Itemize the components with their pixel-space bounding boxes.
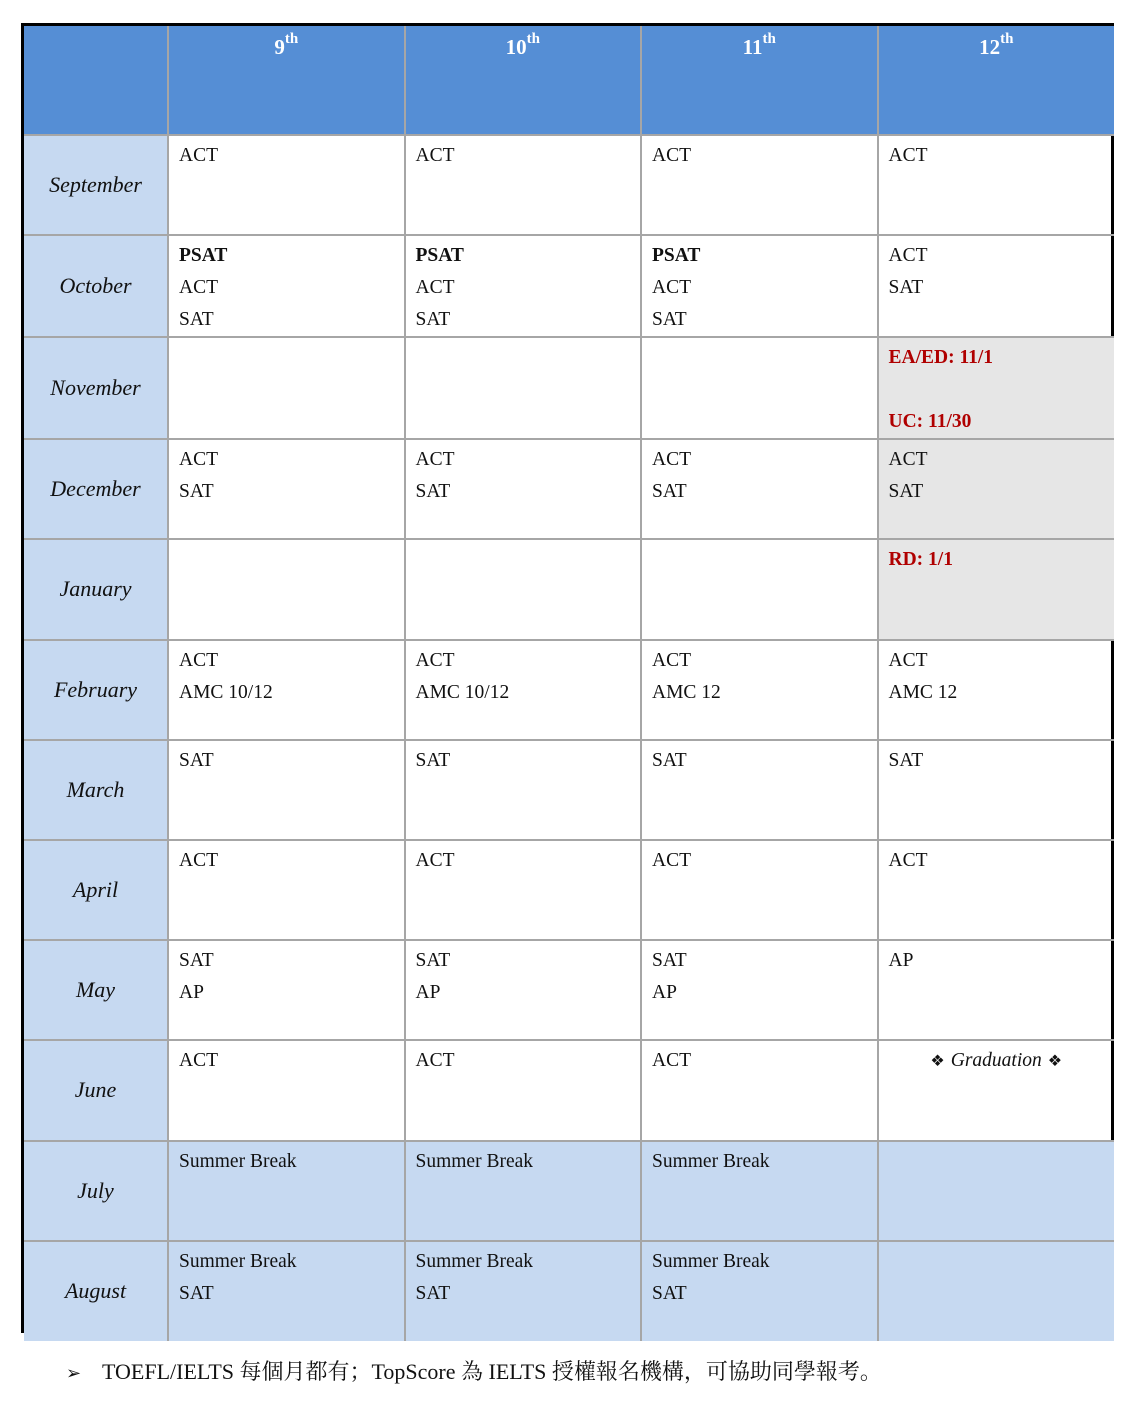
exam-cell: [168, 337, 405, 439]
graduation-label: [889, 1045, 1105, 1078]
month-label: June: [24, 1040, 168, 1140]
exam-cell: [641, 337, 878, 439]
exam-cell: [168, 135, 405, 235]
exam-text: ACT: [179, 277, 218, 299]
grade-header-11: [641, 26, 878, 135]
exam-text: ACT: [652, 849, 691, 871]
exam-cell: [405, 1040, 642, 1140]
exam-text: SAT: [652, 481, 687, 503]
exam-cell: [641, 1040, 878, 1140]
exam-cell: [641, 840, 878, 940]
grade-number: 12: [979, 35, 1001, 59]
exam-cell: [641, 1241, 878, 1341]
exam-cell: [405, 235, 642, 337]
exam-text: Summer Break: [415, 1250, 534, 1272]
month-label: July: [24, 1141, 168, 1241]
exam-text: Summer Break: [179, 1250, 297, 1272]
grade-header-12: [878, 26, 1115, 135]
grade-number: 11: [742, 35, 763, 59]
exam-cell: [641, 135, 878, 235]
grade-header-9: [168, 26, 405, 135]
exam-text: SAT: [652, 749, 687, 771]
grade-number: 9: [274, 35, 285, 59]
diamond-ornament-icon: ❖: [1047, 1053, 1063, 1071]
exam-text: SAT: [888, 481, 924, 503]
exam-text: SAT: [179, 481, 214, 503]
exam-cell: [878, 235, 1115, 337]
exam-text: ACT: [888, 649, 928, 671]
exam-text: ACT: [415, 145, 455, 166]
grade-number: 10: [505, 35, 527, 59]
exam-cell: [168, 640, 405, 740]
exam-text: SAT: [179, 309, 214, 331]
exam-text: PSAT: [652, 245, 701, 267]
exam-cell: [641, 439, 878, 539]
month-row-november: [24, 337, 1114, 439]
exam-text: SAT: [415, 950, 451, 972]
exam-cell: [405, 640, 642, 740]
deadline-text: EA/ED: 11/1: [888, 347, 994, 369]
exam-text: ACT: [415, 1050, 455, 1072]
exam-cell: [168, 1040, 405, 1140]
exam-text: ACT: [652, 277, 691, 299]
exam-cell: [405, 337, 642, 439]
month-row-june: [24, 1040, 1114, 1140]
exam-cell: [405, 135, 642, 235]
exam-text: ACT: [415, 449, 455, 471]
exam-cell: [641, 740, 878, 840]
exam-cell: [878, 439, 1115, 539]
exam-text: Graduation: [950, 1050, 1042, 1072]
exam-cell: [405, 1141, 642, 1241]
month-label: January: [24, 539, 168, 639]
exam-text: Summer Break: [415, 1150, 534, 1172]
footnote: [66, 1355, 882, 1386]
exam-text: Summer Break: [652, 1250, 770, 1272]
exam-text: SAT: [652, 1282, 687, 1304]
exam-text: ACT: [415, 277, 455, 299]
exam-cell: [878, 135, 1115, 235]
month-label: October: [24, 235, 168, 337]
month-row-march: [24, 740, 1114, 840]
exam-cell: [405, 539, 642, 639]
header-corner: [24, 26, 168, 135]
exam-cell: [878, 840, 1115, 940]
exam-text: SAT: [652, 950, 687, 972]
exam-cell: [168, 235, 405, 337]
exam-cell: [878, 1241, 1115, 1341]
exam-cell: [878, 940, 1115, 1040]
exam-cell: [641, 640, 878, 740]
month-row-april: [24, 840, 1114, 940]
grade-header-row: [24, 26, 1114, 135]
month-label: September: [24, 135, 168, 235]
exam-text: ACT: [415, 649, 455, 671]
grade-suffix: th: [284, 31, 299, 47]
exam-cell: [878, 640, 1115, 740]
exam-cell: [168, 439, 405, 539]
exam-cell: [168, 940, 405, 1040]
exam-text: SAT: [652, 309, 687, 331]
exam-text: AMC 10/12: [179, 681, 273, 703]
exam-text: ACT: [652, 649, 691, 671]
month-label: March: [24, 740, 168, 840]
exam-text: PSAT: [415, 245, 464, 267]
diamond-ornament-icon: ❖: [930, 1053, 945, 1071]
footnote-text: TOEFL/IELTS 每個月都有；TopScore 為 IELTS 授權報名機構，可協助同學報考。: [102, 1359, 882, 1384]
exam-cell: [641, 940, 878, 1040]
month-row-july: [24, 1141, 1114, 1241]
exam-cell: [168, 840, 405, 940]
month-label: December: [24, 439, 168, 539]
exam-cell: [641, 235, 878, 337]
exam-text: Summer Break: [179, 1150, 297, 1172]
month-row-august: [24, 1241, 1114, 1341]
exam-cell: [405, 740, 642, 840]
exam-text: AP: [179, 982, 204, 1004]
exam-cell: [168, 539, 405, 639]
exam-text: SAT: [415, 1282, 451, 1304]
month-row-may: [24, 940, 1114, 1040]
exam-text: SAT: [415, 749, 451, 771]
deadline-text: RD: 1/1: [888, 549, 953, 571]
exam-text: ACT: [652, 449, 691, 471]
month-label: February: [24, 640, 168, 740]
month-label: April: [24, 840, 168, 940]
exam-text: ACT: [888, 449, 928, 471]
exam-text: ACT: [888, 245, 928, 267]
exam-text: SAT: [888, 277, 924, 299]
arrow-bullet-icon: ➢: [66, 1363, 82, 1383]
exam-text: SAT: [888, 749, 924, 771]
exam-cell: [878, 740, 1115, 840]
exam-text: ACT: [888, 849, 928, 871]
month-row-february: [24, 640, 1114, 740]
exam-text: AP: [415, 982, 441, 1004]
exam-cell: [168, 740, 405, 840]
month-label: November: [24, 337, 168, 439]
exam-text: ACT: [652, 145, 691, 166]
exam-cell: [405, 840, 642, 940]
exam-text: AP: [652, 982, 677, 1004]
exam-cell: [878, 1141, 1115, 1241]
exam-cell: [405, 1241, 642, 1341]
exam-text: PSAT: [179, 245, 228, 267]
exam-text: Summer Break: [652, 1150, 770, 1172]
exam-cell: [641, 539, 878, 639]
exam-text: SAT: [179, 950, 214, 972]
month-row-october: [24, 235, 1114, 337]
exam-text: ACT: [888, 145, 928, 166]
exam-text: ACT: [179, 145, 218, 166]
line-spacer: [889, 374, 1105, 406]
exam-text: ACT: [179, 449, 218, 471]
exam-text: SAT: [179, 749, 214, 771]
month-label: May: [24, 940, 168, 1040]
grade-suffix: th: [526, 31, 540, 47]
exam-cell: [641, 1141, 878, 1241]
exam-calendar-table: [24, 26, 1114, 1341]
exam-text: ACT: [179, 649, 218, 671]
month-row-december: [24, 439, 1114, 539]
exam-cell: [405, 439, 642, 539]
exam-calendar: [21, 23, 1114, 1333]
exam-cell: [878, 337, 1115, 439]
exam-text: SAT: [179, 1282, 214, 1304]
exam-text: AMC 12: [888, 681, 958, 703]
exam-text: AMC 12: [652, 681, 721, 703]
deadline-text: UC: 11/30: [888, 411, 972, 433]
exam-text: SAT: [415, 309, 451, 331]
grade-header-10: [405, 26, 642, 135]
exam-text: SAT: [415, 481, 451, 503]
grade-suffix: th: [762, 31, 776, 47]
exam-text: AMC 10/12: [415, 681, 510, 703]
grade-suffix: th: [1000, 31, 1014, 47]
exam-cell: [168, 1241, 405, 1341]
exam-text: ACT: [415, 849, 455, 871]
exam-text: ACT: [179, 849, 218, 871]
month-row-september: [24, 135, 1114, 235]
exam-cell: [878, 539, 1115, 639]
exam-cell: [405, 940, 642, 1040]
calendar-body: [24, 135, 1114, 1341]
exam-text: AP: [888, 950, 914, 972]
exam-cell: [168, 1141, 405, 1241]
exam-cell: [878, 1040, 1115, 1140]
month-label: August: [24, 1241, 168, 1341]
exam-text: ACT: [179, 1050, 218, 1072]
exam-text: ACT: [652, 1050, 691, 1072]
month-row-january: [24, 539, 1114, 639]
